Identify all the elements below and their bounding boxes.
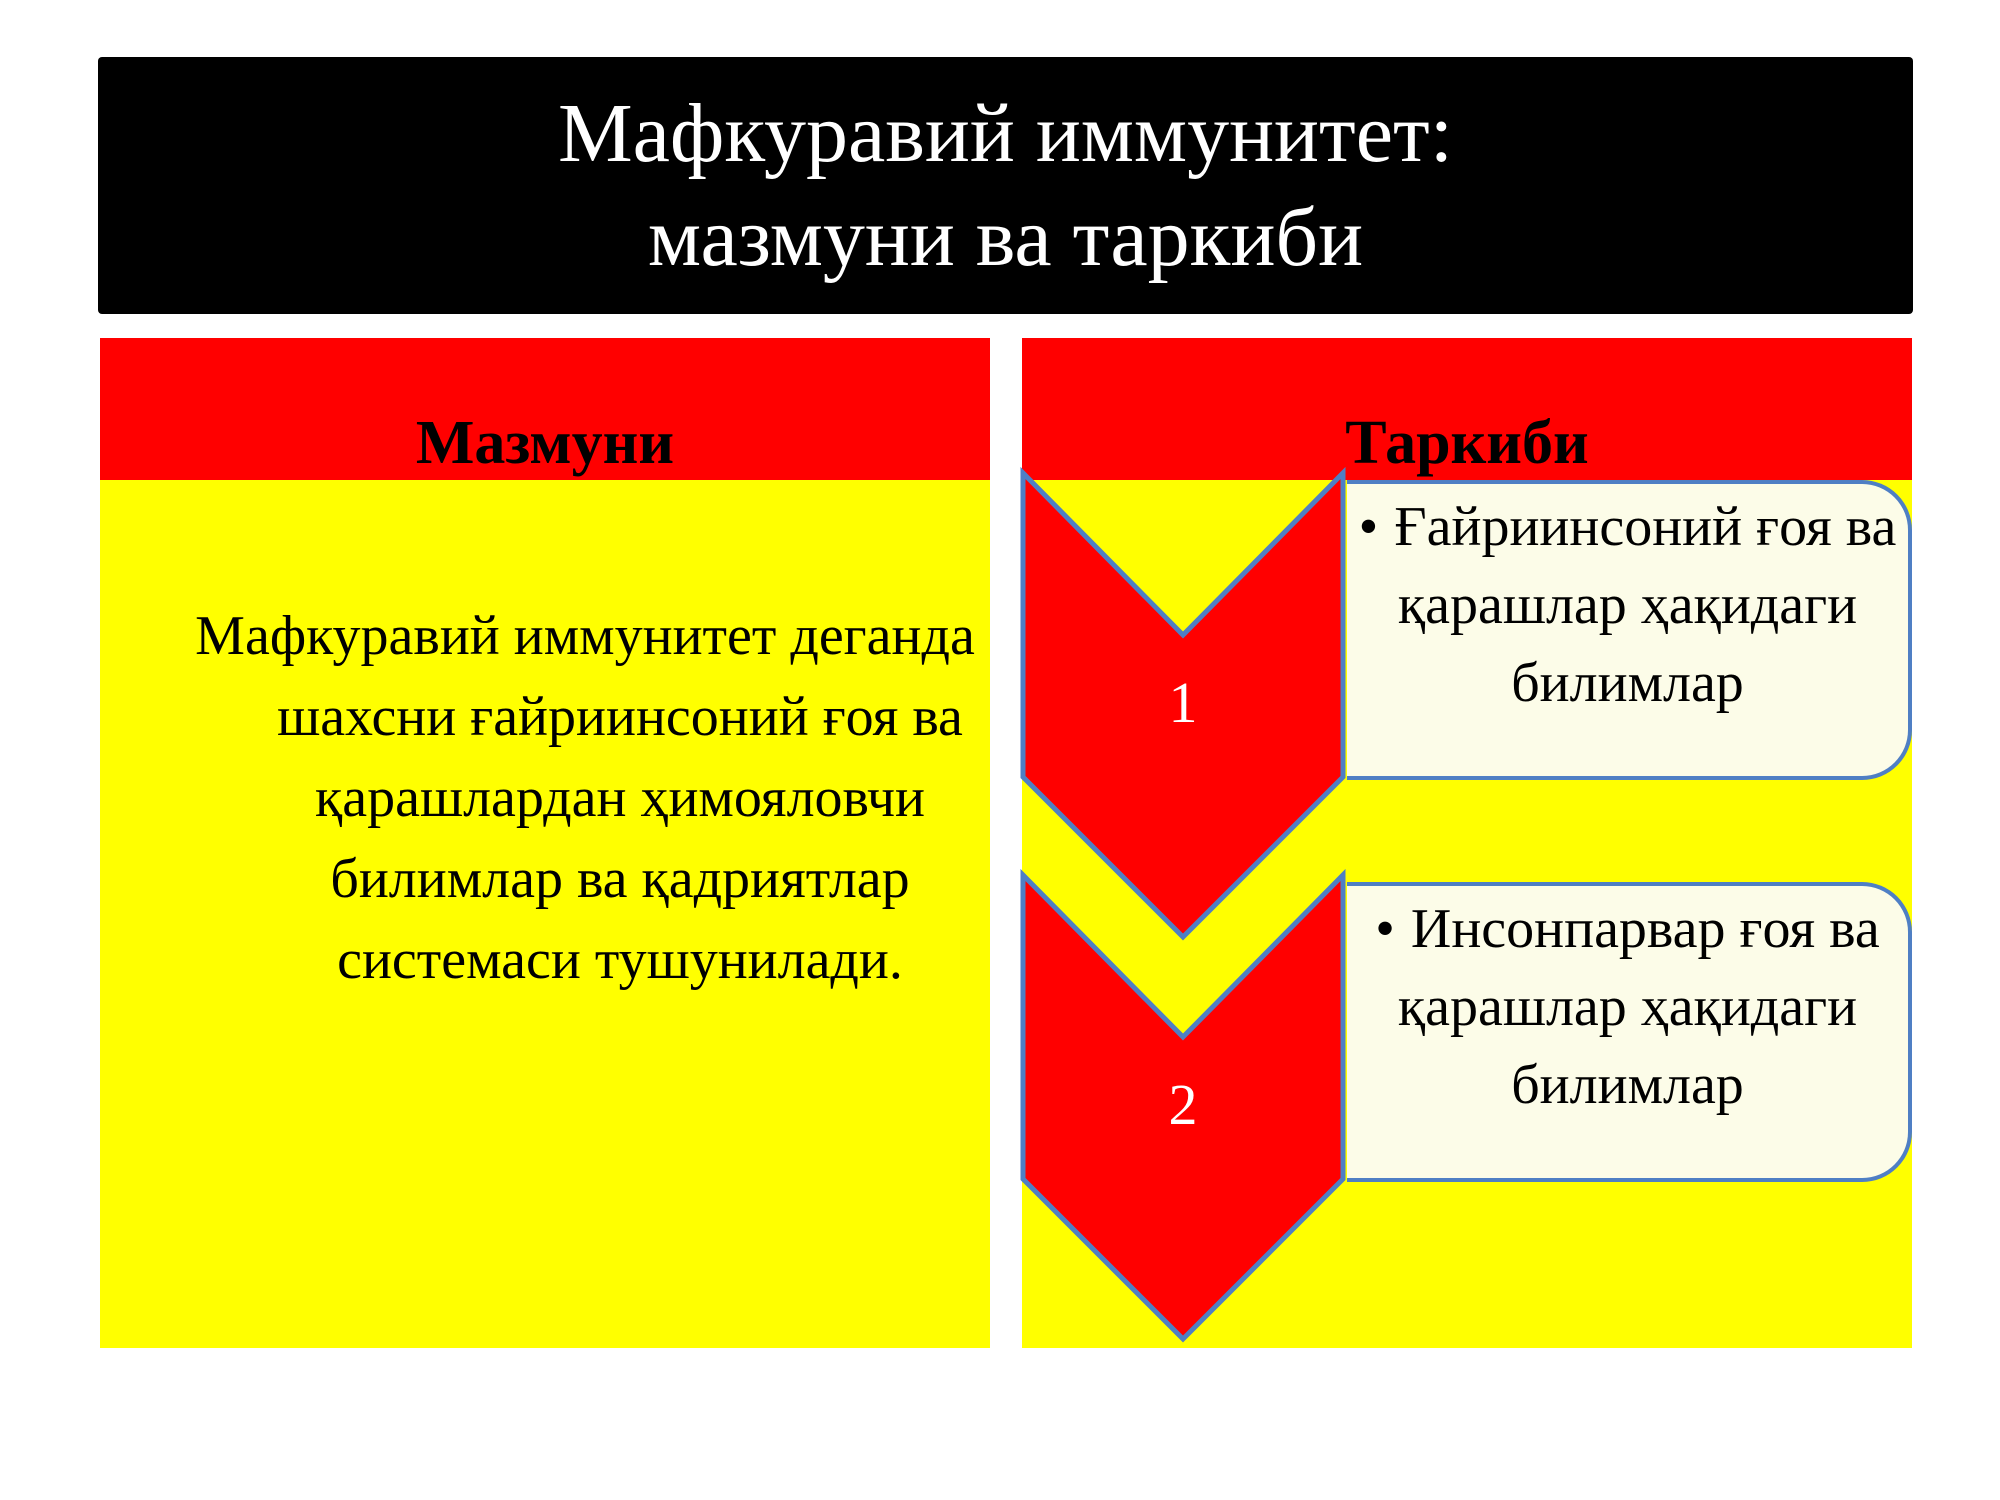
- bullet-icon: •: [1375, 898, 1395, 960]
- title-bar: [98, 57, 1913, 314]
- composition-card-2-text: Инсонпарвар ғоя ва қарашлар ҳақидаги билимлар: [1397, 898, 1880, 1116]
- title-line-2: мазмуни ва таркиби: [647, 190, 1364, 284]
- content-definition-text: Мафкуравий иммунитет деганда шахсни ғайриинсоний ғоя ва қарашлардан ҳимояловчи билимлар ва қадриятлар системаси тушунилади.: [195, 605, 975, 991]
- composition-column-header: [1022, 338, 1912, 480]
- content-column-header: [100, 338, 990, 480]
- chevron-1-number: 1: [1168, 670, 1198, 735]
- composition-card-1-text: Ғайриинсоний ғоя ва қарашлар ҳақидаги билимлар: [1394, 496, 1897, 714]
- bullet-icon: •: [1358, 496, 1379, 558]
- title-line-1: Мафкуравий иммунитет:: [557, 86, 1454, 180]
- composition-card-2: [1347, 882, 1912, 1182]
- composition-header-label: Таркиби: [1345, 409, 1589, 477]
- composition-card-1-content: [1347, 488, 1908, 722]
- content-column: [100, 338, 990, 1348]
- chevron-2-number: 2: [1168, 1072, 1198, 1137]
- content-header-label: Мазмуни: [415, 409, 675, 477]
- composition-card-1: [1347, 480, 1912, 780]
- composition-card-2-content: [1347, 890, 1908, 1124]
